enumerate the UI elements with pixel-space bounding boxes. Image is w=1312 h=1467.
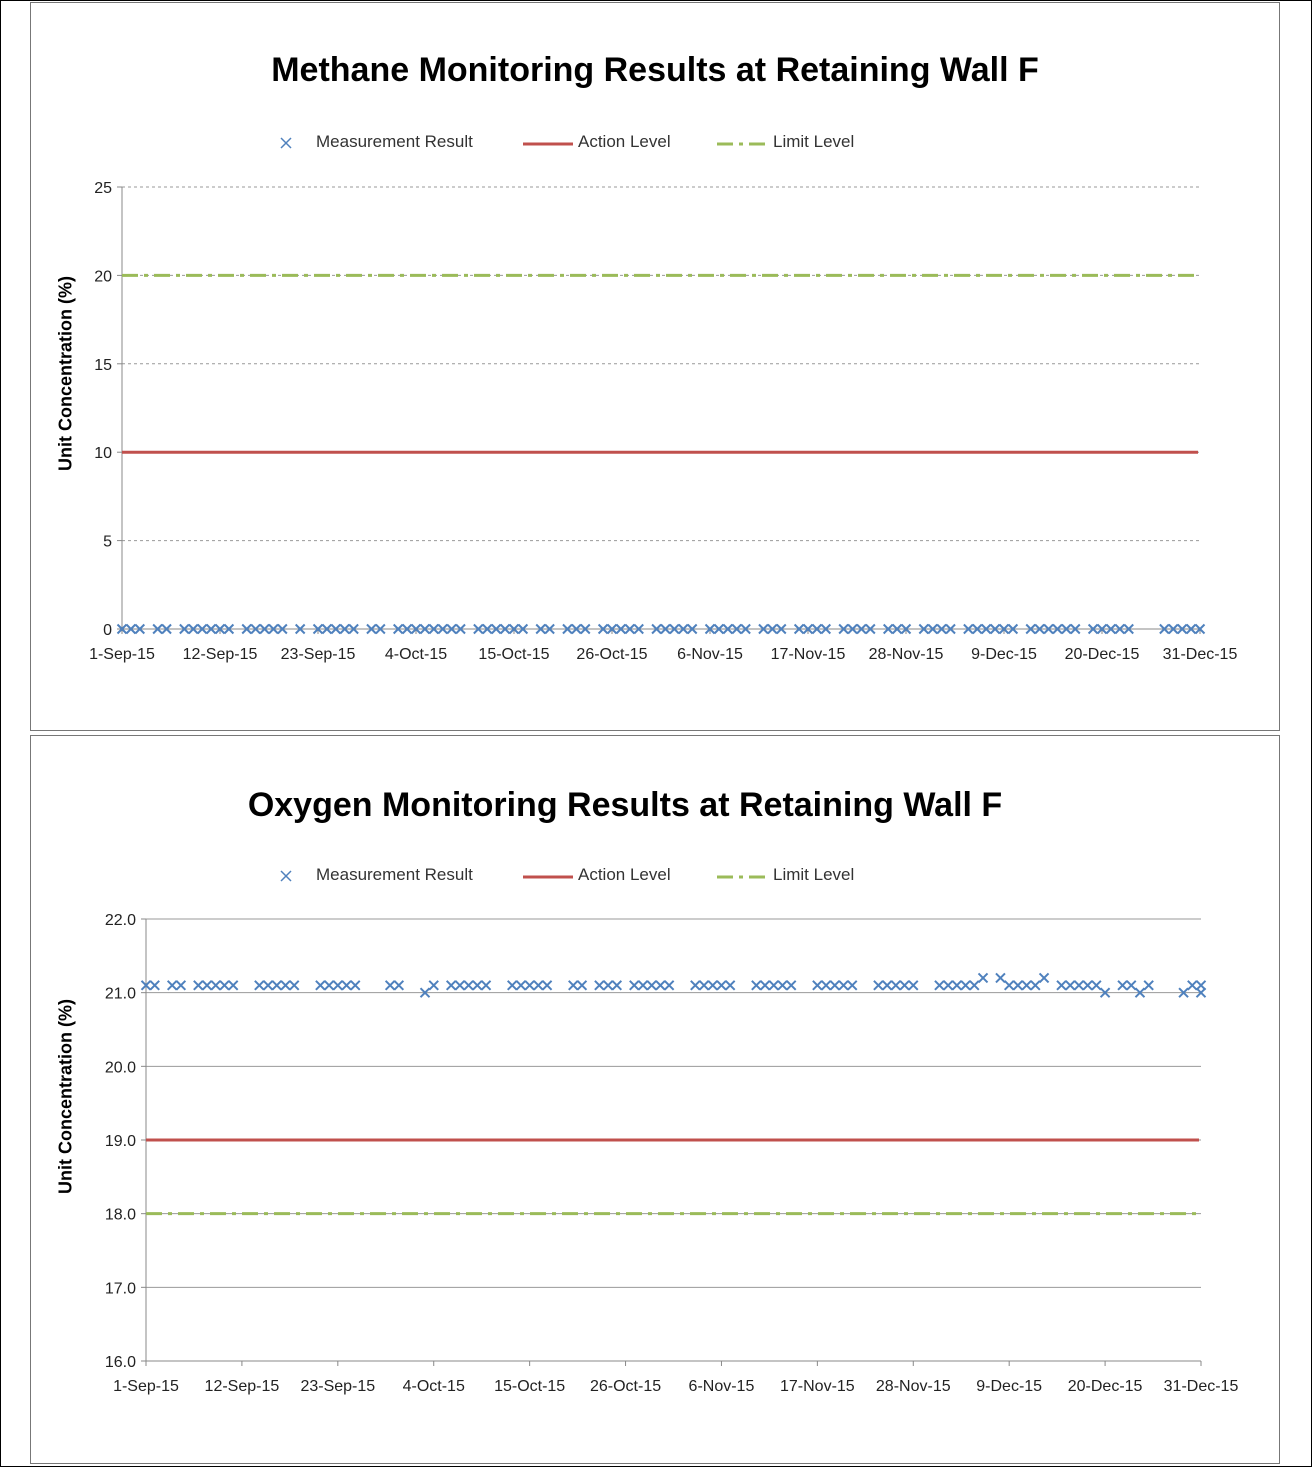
measurement-point — [203, 981, 212, 990]
measurement-point — [638, 981, 647, 990]
x-tick-label: 6-Nov-15 — [677, 646, 743, 663]
x-tick-label: 28-Nov-15 — [868, 646, 944, 663]
y-axis-label: Unit Concentration (%) — [55, 999, 76, 1194]
y-tick-label: 20.0 — [104, 1059, 136, 1077]
measurement-point — [883, 981, 892, 990]
measurement-point — [333, 981, 342, 990]
measurement-point — [1118, 981, 1127, 990]
x-tick-label: 6-Nov-15 — [688, 1378, 755, 1395]
measurement-point — [996, 973, 1005, 982]
measurement-point — [665, 981, 674, 990]
measurement-point — [447, 981, 456, 990]
measurement-point — [220, 981, 229, 990]
y-axis-label: Unit Concentration (%) — [55, 276, 76, 471]
measurement-point — [525, 981, 534, 990]
measurement-point — [229, 981, 238, 990]
measurement-point — [944, 981, 953, 990]
measurement-point — [656, 981, 665, 990]
measurement-point — [961, 981, 970, 990]
measurement-point — [429, 981, 438, 990]
measurement-point — [830, 981, 839, 990]
y-tick-label: 18.0 — [104, 1206, 136, 1224]
x-tick-label: 12-Sep-15 — [182, 646, 258, 663]
measurement-point — [394, 981, 403, 990]
measurement-point — [700, 981, 709, 990]
y-tick-label: 25 — [94, 180, 112, 197]
measurement-point — [839, 981, 848, 990]
measurement-point — [1013, 981, 1022, 990]
measurement-point — [612, 981, 621, 990]
measurement-point — [630, 981, 639, 990]
x-tick-label: 31-Dec-15 — [1163, 1378, 1239, 1395]
x-tick-label: 9-Dec-15 — [976, 1378, 1043, 1395]
x-tick-label: 28-Nov-15 — [875, 1378, 951, 1395]
legend-label-measurement: Measurement Result — [316, 865, 473, 884]
measurement-point — [787, 981, 796, 990]
legend-label-limit: Limit Level — [773, 132, 855, 151]
legend-label-action: Action Level — [578, 132, 671, 151]
x-tick-label: 26-Oct-15 — [589, 1378, 662, 1395]
x-tick-label: 31-Dec-15 — [1162, 646, 1238, 663]
chart-title: Oxygen Monitoring Results at Retaining Wall F — [247, 786, 1003, 824]
x-tick-label: 1-Sep-15 — [89, 646, 155, 663]
measurement-point — [761, 981, 770, 990]
measurement-point — [464, 981, 473, 990]
measurement-point — [1092, 981, 1101, 990]
x-tick-label: 4-Oct-15 — [384, 646, 448, 663]
measurement-point — [1005, 981, 1014, 990]
measurement-point — [1031, 981, 1040, 990]
methane-plot-area — [31, 3, 1281, 732]
x-tick-label: 12-Sep-15 — [204, 1378, 280, 1395]
oxygen-plot-area — [31, 736, 1281, 1465]
x-tick-label: 23-Sep-15 — [280, 646, 356, 663]
measurement-point — [970, 981, 979, 990]
y-tick-label: 19.0 — [104, 1133, 136, 1150]
legend-label-action: Action Level — [578, 865, 671, 884]
x-tick-label: 15-Oct-15 — [494, 1378, 566, 1395]
measurement-point — [1040, 973, 1049, 982]
measurement-point — [778, 981, 787, 990]
measurement-point — [952, 981, 961, 990]
measurement-point — [534, 981, 543, 990]
measurement-point — [168, 981, 177, 990]
measurement-point — [874, 981, 883, 990]
measurement-point — [176, 981, 185, 990]
measurement-point — [848, 981, 857, 990]
measurement-point — [290, 981, 299, 990]
x-tick-label: 26-Oct-15 — [576, 646, 648, 663]
measurement-point — [752, 981, 761, 990]
measurement-point — [1066, 981, 1075, 990]
x-tick-label: 17-Nov-15 — [780, 1378, 855, 1395]
y-tick-label: 16.0 — [104, 1354, 136, 1371]
measurement-point — [543, 981, 552, 990]
y-tick-label: 5 — [103, 533, 112, 551]
x-tick-label: 20-Dec-15 — [1064, 646, 1140, 663]
measurement-point — [325, 981, 334, 990]
measurement-point — [1083, 981, 1092, 990]
measurement-point — [150, 981, 159, 990]
measurement-point — [455, 981, 464, 990]
measurement-point — [351, 981, 360, 990]
measurement-point — [577, 981, 586, 990]
measurement-point — [1127, 981, 1136, 990]
measurement-point — [647, 981, 656, 990]
legend-label-measurement: Measurement Result — [316, 132, 473, 151]
measurement-point — [1144, 981, 1153, 990]
measurement-point — [769, 981, 778, 990]
x-tick-label: 17-Nov-15 — [770, 646, 846, 663]
x-tick-label: 23-Sep-15 — [300, 1378, 376, 1395]
measurement-point — [272, 981, 281, 990]
measurement-point — [717, 981, 726, 990]
y-tick-label: 20 — [94, 268, 112, 286]
measurement-point — [604, 981, 613, 990]
measurement-point — [194, 981, 203, 990]
measurement-point — [281, 981, 290, 990]
measurement-point — [979, 973, 988, 982]
y-tick-label: 21.0 — [104, 985, 136, 1003]
measurement-point — [569, 981, 578, 990]
legend-label-limit: Limit Level — [773, 865, 855, 884]
x-tick-label: 15-Oct-15 — [478, 646, 550, 663]
measurement-point — [1057, 981, 1066, 990]
oxygen-chart-panel — [30, 735, 1280, 1464]
measurement-point — [900, 981, 909, 990]
measurement-point — [726, 981, 735, 990]
measurement-point — [813, 981, 822, 990]
measurement-point — [935, 981, 944, 990]
measurement-point — [595, 981, 604, 990]
x-tick-label: 20-Dec-15 — [1067, 1378, 1143, 1395]
y-tick-label: 15 — [94, 356, 112, 374]
measurement-point — [264, 981, 273, 990]
measurement-point — [1188, 981, 1197, 990]
x-tick-label: 9-Dec-15 — [971, 646, 1037, 663]
measurement-point — [508, 981, 517, 990]
measurement-point — [316, 981, 325, 990]
measurement-point — [473, 981, 482, 990]
measurement-point — [482, 981, 491, 990]
measurement-point — [691, 981, 700, 990]
measurement-point — [822, 981, 831, 990]
measurement-point — [211, 981, 220, 990]
measurement-point — [708, 981, 717, 990]
measurement-point — [255, 981, 264, 990]
y-tick-label: 0 — [103, 622, 112, 639]
chart-title: Methane Monitoring Results at Retaining Wall F — [271, 51, 1039, 89]
x-tick-label: 1-Sep-15 — [113, 1378, 179, 1395]
x-tick-label: 4-Oct-15 — [402, 1378, 465, 1395]
measurement-point — [891, 981, 900, 990]
methane-chart-panel — [30, 2, 1280, 731]
measurement-point — [516, 981, 525, 990]
measurement-point — [342, 981, 351, 990]
measurement-point — [1022, 981, 1031, 990]
y-tick-label: 22.0 — [104, 912, 136, 929]
measurement-point — [1074, 981, 1083, 990]
measurement-point — [909, 981, 918, 990]
y-tick-label: 10 — [94, 445, 112, 463]
y-tick-label: 17.0 — [104, 1280, 136, 1298]
measurement-point — [386, 981, 395, 990]
